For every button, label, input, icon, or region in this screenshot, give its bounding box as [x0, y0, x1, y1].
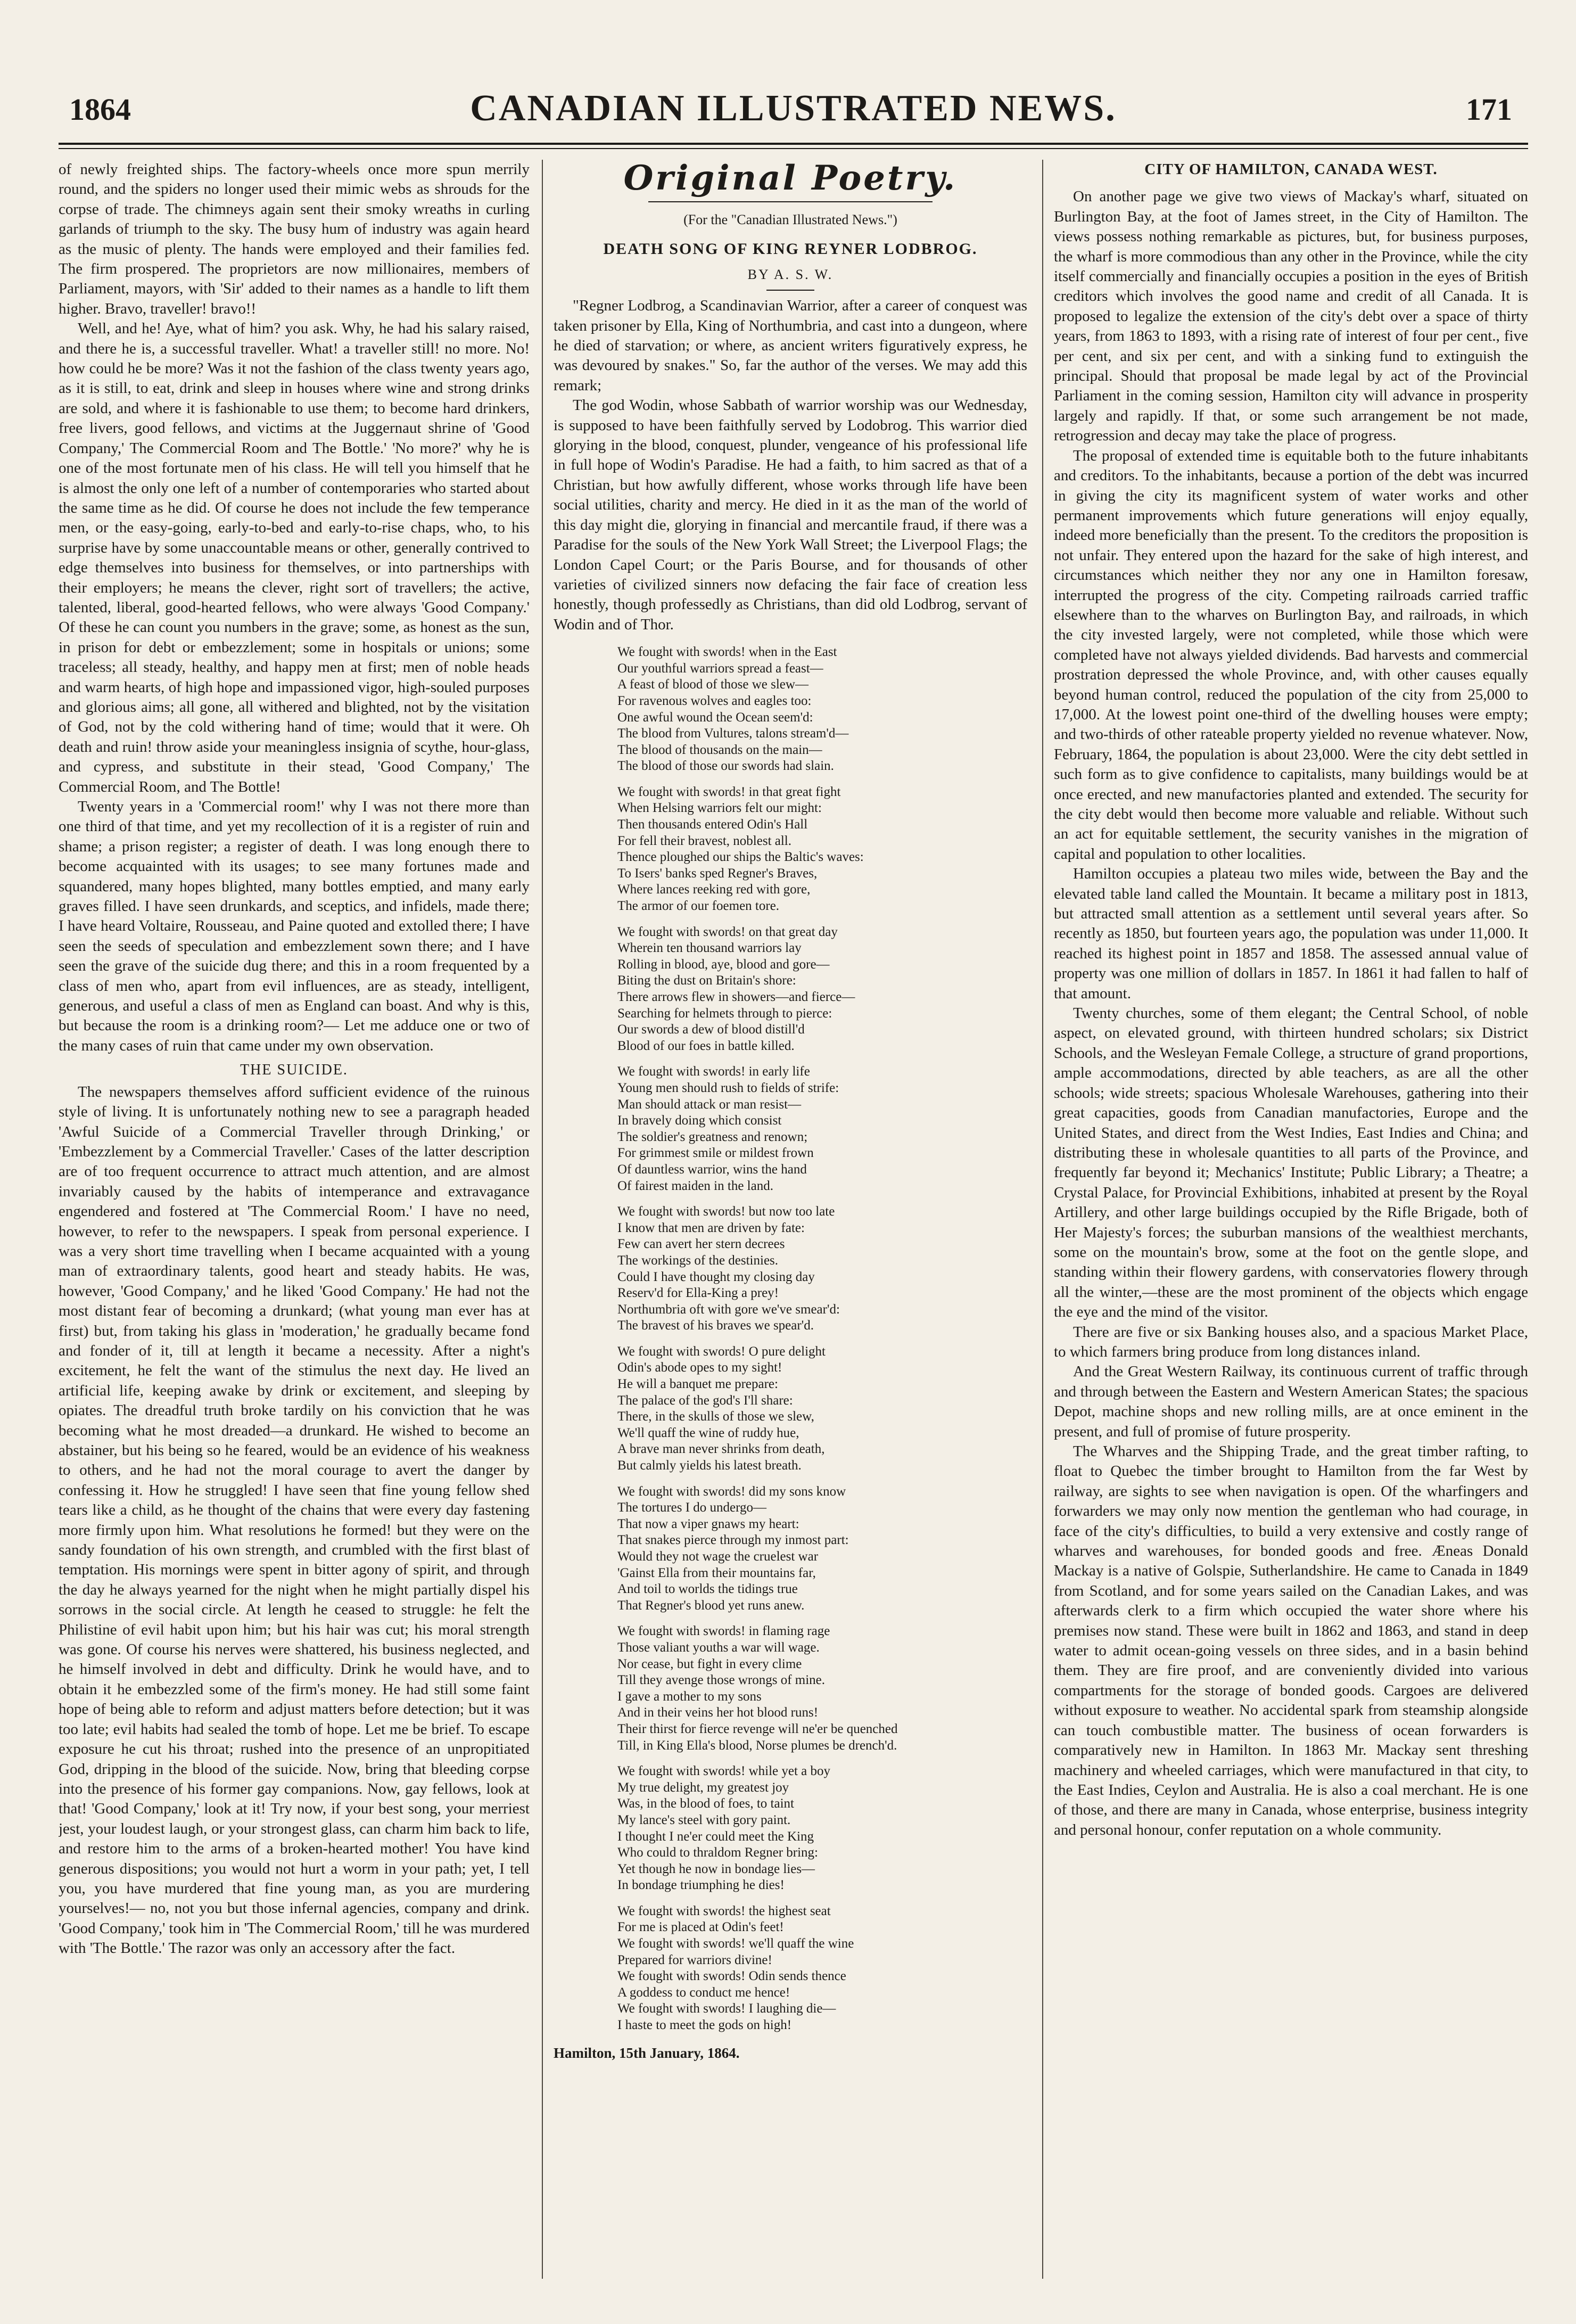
poem-line: Was, in the blood of foes, to taint: [617, 1796, 794, 1811]
article-paragraph: Well, and he! Aye, what of him? you ask. Why, he had his salary raised, and there he is, a successful traveller. What! a traveller still! no more. No! how could he be more? Was it not the fashion of the class twenty years ago, as it is still, to eat, drink and sleep in houses where wine and strong drinks are sold, and where it is fashionable to use them; to become hard drinkers, free livers, good fellows, and victims at the Juggernaut shrine of 'Good Company,' The Commercial Room and The Bottle.' 'No more?' why he is one of the most fortunate men of his class. He will tell you himself that he is almost the only one left of a number of contemporaries who started about the same time as he did. Of course he does not include the few temperance men, or the easy-going, early-to-bed and early-to-rise chaps, who, to his surprise have by some unaccountable means or other, generally contrived to edge themselves into business for themselves, or into partnerships with their employers; he means the clever, right sort of travellers; the active, talented, liberal, good-hearted fellows, who were always 'Good Company.' Of these he can count you numbers in the grave; some, as honest as the sun, in prison for debt or embezzlement; some in hospitals or unions; some traceless; all steady, healthy, and happy men at first; men of noble heads and warm hearts, of high hope and impassioned vigor, high-souled purposes and glorious aims; all gone, all withered and blighted, not by the visitation of God, not by the cold withering hand of time; would that it were. Oh death and ruin! throw aside your meaningless insignia of scythe, hour-glass, and cypress, and substitute in their stead, 'Good Company,' The Commercial Room, and The Bottle!: [59, 320, 530, 795]
article-paragraph: On another page we give two views of Mackay's wharf, situated on Burlington Bay, at the foot of James street, in the City of Hamilton. The views possess nothing remarkable as pictures, but, for business purposes, the wharf is more commodious than any other in the Province, while the city itself commercially and financially occupies a position in the eyes of British creditors which involves the good name and credit of all Canada. It is proposed to legalize the extension of the city's debt over a space of thirty years, from 1863 to 1893, with a rising rate of interest of four per cent., five per cent, and six per cent, and with a sinking fund to extinguish the principal. Should that proposal be made legal by act of the Provincial Parliament in the coming session, Hamilton city will advance in prosperity largely and rapidly. If that, or some such arrangement be not made, retrogression and decay may take the place of progress.: [1054, 188, 1528, 445]
section-title: Original Poetry.: [623, 160, 958, 198]
poem-line: We fought with swords! in early life: [617, 1064, 810, 1079]
poem-line: A brave man never shrinks from death,: [617, 1442, 825, 1457]
masthead-rule: [59, 143, 1528, 145]
poem-line: The soldier's greatness and renown;: [617, 1129, 808, 1144]
poem-line: We fought with swords! did my sons know: [617, 1484, 846, 1499]
poem-stanza: [617, 1484, 1027, 1614]
article-paragraph: Hamilton occupies a plateau two miles wide, between the Bay and the elevated table land called the Mountain. It became a military post in 1813, but attracted small attention as a settlement until several years after. So recently as 1850, but fourteen years ago, the population was under 11,000. It reached its highest point in 1857 and 1858. The assessed annual value of property was one million of dollars in 1857. In 1861 it had fallen to half of that amount.: [1054, 865, 1528, 1002]
poem-line: And toil to worlds the tidings true: [617, 1582, 798, 1597]
article-paragraph: The newspapers themselves afford sufficient evidence of the ruinous style of living. It is unfortunately nothing new to see a paragraph headed 'Awful Suicide of a Commercial Traveller through Drinking,' or 'Embezzlement by a Commercial Traveller.' Cases of the latter description are of too frequent occurrence to attract much attention, and are almost invariably caused by the habits of intemperance and extravagance engendered and fostered at 'The Commercial Room.' I have no need, however, to refer to the newspapers. I speak from personal experience. I was a very short time travelling when I became acquainted with a young man of extraordinary talents, good heart and steady habits. He was, however, 'Good Company,' and he liked 'Good Company.' He had not the most distant fear of becoming a drunkard; (what young man ever has at first) but, from taking his glass in 'moderation,' he gradually became fond and fonder of it, till at length it became a necessity. After a night's excitement, he felt the want of the stimulus the next day. He lived an artificial life, keeping awake by drink or excitement, and sleeping by opiates. The dreadful truth broke tardily on his conviction that he was becoming what he most dreaded—a drunkard. He wished to become an abstainer, but his being so he feared, would be an evidence of his weakness to others, and he had not the moral courage to avert the danger by confessing it. How he struggled! I have seen that fine young fellow shed tears like a child, as he thought of the chains that were every day fastening more firmly upon him. What resolutions he formed! but they were on the sandy foundation of his own strength, and crumbled with the first blast of temptation. His mornings were spent in bitter agony of spirit, and through the day he always yearned for the night when he might partially dispel his sorrows in the social circle. At length he ceased to struggle: he felt the Philistine of evil habit upon him; but his hair was cut; his moral strength was gone. Of course his nerves were shattered, his business neglected, and he himself involved in debt and difficulty. Drink he would have, and to obtain it he embezzled some of the firm's money. He had still some faint hope of being able to reform and adjust matters before detection; but it was too late; evil habits had sealed the tomb of hope. Let me be brief. To escape exposure he cut his throat; rushed into the presence of an unpropitiated God, dripping in the blood of the suicide. Now, bring that bleeding corpse into the presence of his former gay companions. Now, gay fellows, look at that! 'Good Company,' look at it! Try now, if your best song, your merriest jest, your loudest laugh, or your strongest glass, can charm him back to life, and restore him to the arms of a broken-hearted mother! You have kind generous dispositions; you would not hurt a worm in your path; yet, I tell you, you have murdered that fine young man, as you are murdering yourselves!— no, not you but those infernal agencies, company and drink. 'Good Company,' took him in 'The Commercial Room,' till he was murdered with 'The Bottle.' The razor was only an accessory after the fact.: [59, 1083, 530, 1957]
column-poetry: [554, 160, 1027, 2279]
poem-line: We fought with swords! while yet a boy: [617, 1764, 830, 1779]
subheading-suicide: THE SUICIDE.: [240, 1062, 348, 1079]
poem-line: Of dauntless warrior, wins the hand: [617, 1162, 807, 1177]
poem-line: To Isers' banks sped Regner's Braves,: [617, 866, 818, 881]
poem-line: I thought I ne'er could meet the King: [617, 1829, 814, 1844]
poem-line: Young men should rush to fields of strife:: [617, 1080, 839, 1095]
poem-stanza: [617, 784, 1027, 915]
poem-line: The blood of thousands on the main—: [617, 742, 822, 757]
issue-year: 1864: [69, 92, 131, 127]
article-paragraph: Twenty years in a 'Commercial room!' why I was not there more than one third of that time, and yet my recollection of it is a register of ruin and shame; a prison register; a register of death. I was long enough there to become acquainted with its usages; to see many fortunes made and squandered, many hopes blighted, many bottles emptied, and many early graves filled. I have seen drunkards, and sceptics, and infidels, made there; I have heard Voltaire, Rousseau, and Paine quoted and extolled there; I have seen the seeds of speculation and embezzlement sown there; and I have seen the grave of the suicide dug there; and this in a room frequented by a class of men who, apart from evil influences, are as steady, intelligent, generous, and useful a class of men as England can boast. And why is this, but because the room is a drinking room?— Let me adduce one or two of the many cases of ruin that came under my own observation.: [59, 798, 530, 1054]
poem-line: Man should attack or man resist—: [617, 1097, 802, 1112]
poem-line: We fought with swords! O pure delight: [617, 1344, 826, 1359]
poem-line: The blood from Vultures, talons stream'd—: [617, 726, 849, 741]
masthead: [59, 80, 1528, 138]
poem-line: Thence ploughed our ships the Baltic's waves:: [617, 850, 864, 865]
poem-stanza: [617, 1204, 1027, 1334]
poem-line: We fought with swords! Odin sends thence: [617, 1969, 846, 1984]
poem-line: We fought with swords! in flaming rage: [617, 1624, 830, 1639]
byline-rule: [766, 290, 814, 291]
poem-line: Where lances reeking red with gore,: [617, 882, 811, 897]
poem-line: But calmly yields his latest breath.: [617, 1458, 802, 1473]
poem-stanza: [617, 644, 1027, 775]
poem-line: Till, in King Ella's blood, Norse plumes be drench'd.: [617, 1738, 897, 1753]
poem-line: For ravenous wolves and eagles too:: [617, 693, 812, 708]
poem-line: Yet though he now in bondage lies—: [617, 1861, 815, 1876]
poem-stanza: [617, 1763, 1027, 1894]
poem-stanza: [617, 1903, 1027, 2034]
poem-line: Northumbria oft with gore we've smear'd:: [617, 1302, 840, 1317]
poem-line: Odin's abode opes to my sight!: [617, 1360, 782, 1375]
poem-line: Their thirst for fierce revenge will ne'er be quenched: [617, 1721, 898, 1736]
poem-credit: (For the "Canadian Illustrated News."): [683, 212, 897, 227]
poem-signoff: Hamilton, 15th January, 1864.: [554, 2044, 740, 2061]
masthead-rule-thin: [59, 148, 1528, 149]
poem-line: For me is placed at Odin's feet!: [617, 1920, 784, 1935]
poem-line: There arrows flew in showers—and fierce—: [617, 990, 855, 1004]
newspaper-page: [59, 80, 1528, 2284]
poem-line: Rolling in blood, aye, blood and gore—: [617, 957, 830, 972]
poem-byline: BY A. S. W.: [747, 266, 834, 282]
poem-line: My true delight, my greatest joy: [617, 1780, 789, 1795]
poem-stanza: [617, 1623, 1027, 1754]
poem-line: Searching for helmets through to pierce:: [617, 1006, 832, 1021]
article-paragraph: And the Great Western Railway, its continuous current of traffic through and through between the Eastern and Western American States; the spacious Depot, machine shops and new rolling mills, are at once eminent in the present, and full of promise of future prosperity.: [1054, 1363, 1528, 1440]
article-paragraph: of newly freighted ships. The factory-wheels once more spun merrily round, and the spiders no longer used their mimic webs as shrouds for the corpse of trade. The chimneys again sent their smoky wreaths in curling garlands of triumph to the sky. The busy hum of industry was again heard as the music of plenty. The hands were employed and their families fed. The firm prospered. The proprietors are now millionaires, members of Parliament, mayors, with 'Sir' added to their names as a handle to lift them higher. Bravo, traveller! bravo!!: [59, 161, 530, 317]
poem-line: I gave a mother to my sons: [617, 1689, 762, 1704]
poem-line: When Helsing warriors felt our might:: [617, 801, 822, 816]
poem-intro: The god Wodin, whose Sabbath of warrior worship was our Wednesday, is supposed to have been faithfully served by Lodobrog. This warrior died glorying in the blood, conquest, plunder, vengeance of his professional life in full hope of Wodin's Paradise. He had a faith, to him sacred as that of a Christian, but how awfully different, whose works through life have been social utilities, charity and mercy. He died in it as the man of the world of this day might die, glorying in financial and mercantile fraud, if there was a Paradise for the souls of the New York Wall Street; the Liverpool Flags; the London Capel Court; or the Paris Bourse, and for thousands of other varieties of civilized sinners now defacing the fair face of creation less honestly, though professedly as Christians, than did old Lodbrog, servant of Wodin and of Thor.: [554, 397, 1027, 633]
poem-line: He will a banquet me prepare:: [617, 1377, 778, 1392]
poem-line: For grimmest smile or mildest frown: [617, 1146, 814, 1161]
poem-line: Biting the dust on Britain's shore:: [617, 973, 796, 988]
poem-line: The palace of the god's I'll share:: [617, 1393, 793, 1408]
poem-intro: "Regner Lodbrog, a Scandinavian Warrior, after a career of conquest was taken prisoner by Ella, King of Northumbria, and cast into a dungeon, where he died of starvation; or where, as ancient writers figuratively express, he was devoured by snakes." So, far the author of the verses. We may add this remark;: [554, 297, 1027, 394]
poem-line: We fought with swords! in that great fight: [617, 784, 841, 799]
poem-line: The blood of those our swords had slain.: [617, 759, 834, 774]
article-paragraph: There are five or six Banking houses also, and a spacious Market Place, to which farmers bring produce from long distances inland.: [1054, 1323, 1528, 1360]
poem-line: The tortures I do undergo—: [617, 1500, 767, 1515]
poem-stanza: [617, 1064, 1027, 1194]
poem-line: That Regner's blood yet runs anew.: [617, 1598, 805, 1613]
poem-line: The bravest of his braves we spear'd.: [617, 1318, 814, 1333]
poem-line: We fought with swords! we'll quaff the wine: [617, 1936, 854, 1951]
poem-line: The workings of the destinies.: [617, 1253, 779, 1268]
poem-line: My lance's steel with gory paint.: [617, 1812, 791, 1827]
poem-line: Of fairest maiden in the land.: [617, 1178, 773, 1193]
poem-line: Prepared for warriors divine!: [617, 1952, 772, 1967]
poem-stanza: [617, 1344, 1027, 1474]
poem-line: Would they not wage the cruelest war: [617, 1549, 819, 1564]
newspaper-title: CANADIAN ILLUSTRATED NEWS.: [470, 88, 1117, 129]
poem-line: In bravely doing which consist: [617, 1113, 782, 1128]
article-paragraph: The Wharves and the Shipping Trade, and the great timber rafting, to float to Quebec the timber brought to Hamilton from the far West by railway, are sights to see when navigation is open. Of the wharfingers and forwarders we may only now mention the gentleman who had courage, in face of the city's difficulties, to build a very extensive and costly range of wharves and warehouses, for bonded goods and free. Æneas Donald Mackay is a native of Golspie, Sutherlandshire. He came to Canada in 1849 from Scotland, and for some years sailed on the Canadian Lakes, and was afterwards clerk to a firm which occupied the water shore where his premises now stand. These were built in 1862 and 1863, and stand in deep water to admit ocean-going vessels on three sides, and in a basin behind them. They are fire proof, and are conveniently divided into various compartments for the storage of bonded goods. Cargoes are delivered without exposure to weather. No accidental spark from steamship alongside can touch combustible matter. The business of ocean forwarders is comparatively new in Hamilton. In 1863 Mr. Mackay sent threshing machinery and wheeled carriages, which were manufactured in that city, to the East Indies, Ceylon and Australia. He is also a coal merchant. He is one of those, and there are many in Canada, whose enterprise, business integrity and personal honour, confer reputation on a whole community.: [1054, 1443, 1528, 1838]
section-rule: [648, 201, 933, 202]
poem-line: Nor cease, but fight in every clime: [617, 1656, 802, 1671]
article-paragraph: Twenty churches, some of them elegant; the Central School, of noble aspect, on elevated ground, with thirteen hundred scholars; six District Schools, and the Wesleyan Female College, a structure of grand proportions, ample accommodations, directed by able teachers, as are all the other schools; wide streets; spacious Wholesale Warehouses, gathering into their great capacities, goods from Canadian manufactories, Europe and the United States, and direct from the West Indies, East Indies and China; and distributing these in wholesale quantities to all parts of the Province, and frequently far beyond it; Mechanics' Institute; Public Library; a Theatre; a Crystal Palace, for Provincial Exhibitions, inhabited at present by the Royal Artillery, and other large buildings occupied by the Rifle Brigade, both of Her Majesty's forces; the suburban mansions of the wealthiest merchants, some on the mountain's brow, some at the foot on the gentle slope, and standing within their flowery gardens, with conservatories flowery through all the winter,—these are the most prominent of the objects which engage the eye and the mind of the visitor.: [1054, 1005, 1528, 1321]
poem-line: Our youthful warriors spread a feast—: [617, 661, 823, 676]
poem-line: Reserv'd for Ella-King a prey!: [617, 1286, 779, 1301]
page-number: 171: [1466, 92, 1512, 127]
poem-line: And in their veins her hot blood runs!: [617, 1705, 819, 1720]
poem-line: We fought with swords! when in the East: [617, 645, 837, 660]
poem-line: Who could to thraldom Regner bring:: [617, 1845, 819, 1860]
poem-line: Few can avert her stern decrees: [617, 1237, 785, 1252]
article-title: CITY OF HAMILTON, CANADA WEST.: [1144, 161, 1438, 178]
poem-line: Could I have thought my closing day: [617, 1269, 815, 1284]
poem-line: In bondage triumphing he dies!: [617, 1878, 785, 1893]
poem-title: DEATH SONG OF KING REYNER LODBROG.: [603, 240, 978, 258]
poem-line: Those valiant youths a war will wage.: [617, 1640, 820, 1655]
poem-line: We fought with swords! but now too late: [617, 1204, 835, 1219]
poem-line: I haste to meet the gods on high!: [617, 2018, 792, 2033]
column-divider-2: [1042, 160, 1043, 2279]
poem-line: The armor of our foemen tore.: [617, 899, 780, 914]
column-divider-1: [542, 160, 543, 2279]
column-commercial-room: [59, 160, 530, 2279]
poem-stanzas: [554, 644, 1027, 2034]
poem-line: A goddess to conduct me hence!: [617, 1985, 790, 2000]
poem-line: We fought with swords! I laughing die—: [617, 2001, 836, 2016]
poem-line: That snakes pierce through my inmost part:: [617, 1533, 849, 1548]
poem-line: Blood of our foes in battle killed.: [617, 1038, 795, 1053]
poem-line: That now a viper gnaws my heart:: [617, 1516, 799, 1531]
poem-stanza: [617, 924, 1027, 1055]
poem-line: I know that men are driven by fate:: [617, 1220, 805, 1235]
poem-line: We fought with swords! on that great day: [617, 924, 838, 939]
poem-line: A feast of blood of those we slew—: [617, 677, 808, 692]
poem-line: Our swords a dew of blood distill'd: [617, 1022, 805, 1037]
poem-line: Wherein ten thousand warriors lay: [617, 941, 802, 956]
column-hamilton: [1054, 160, 1528, 2279]
poem-line: For fell their bravest, noblest all.: [617, 833, 792, 848]
poem-line: 'Gainst Ella from their mountains far,: [617, 1565, 816, 1580]
poem-line: There, in the skulls of those we slew,: [617, 1409, 814, 1424]
poem-line: Then thousands entered Odin's Hall: [617, 817, 808, 832]
poem-line: One awful wound the Ocean seem'd:: [617, 710, 813, 725]
poem-line: Till they avenge those wrongs of mine.: [617, 1673, 826, 1688]
poem-line: We fought with swords! the highest seat: [617, 1903, 831, 1918]
poem-line: We'll quaff the wine of ruddy hue,: [617, 1425, 799, 1440]
article-paragraph: The proposal of extended time is equitable both to the future inhabitants and creditors. To the inhabitants, because a portion of the debt was incurred in giving the city its magnificent system of water works and other permanent improvements which future generations will enjoy equally, indeed more beneficially than the present. To the creditors the proposition is not unfair. They entered upon the hazard for the sake of high interest, and circumstances which neither they nor any one in Hamilton foresaw, interrupted the progress of the city. Competing railroads carried traffic elsewhere than to the wharves on Burlington Bay, and railroads, in which the city invested largely, were not completed, while those which were completed have not always yielded dividends. Bad harvests and commercial prostration depressed the whole Province, and, with other causes equally beyond human control, reduced the population of the city from 25,000 to 17,000. At the lowest point one-third of the dwelling houses were empty; and two-thirds of other rateable property yielded no revenue whatever. Now, February, 1864, the population is about 23,000. Were the city debt settled in such form as to give confidence to capitalists, many buildings would be at once erected, and new manufactories planted and extended. The security for the city debt would then become more valuable and reliable. Without such an act for equitable settlement, the security vanishes in the migration of capital and population to other localities.: [1054, 447, 1528, 863]
